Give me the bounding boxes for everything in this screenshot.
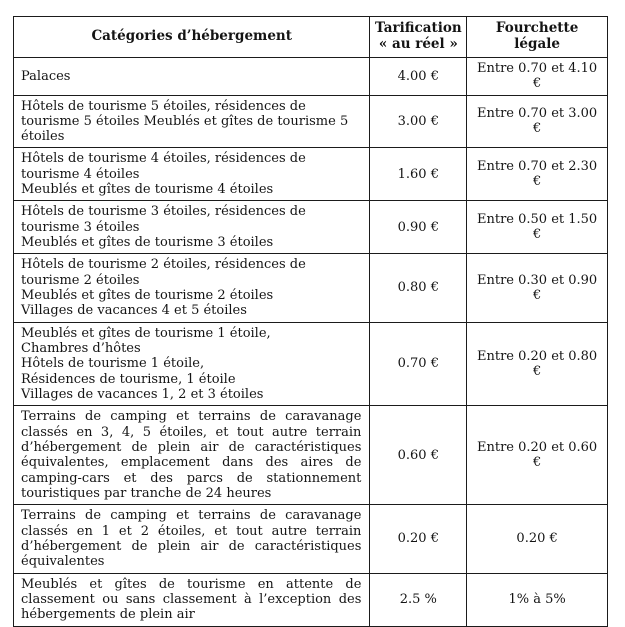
- category-cell: [14, 573, 370, 626]
- category-line: Meublés et gîtes de tourisme 1 étoile,: [21, 325, 271, 341]
- category-line: Terrains de camping et terrains de caravanage classés en 1 et 2 étoiles, et tout autre terrain d’hébergement de plein air de caractéristiques équivalentes: [21, 508, 362, 570]
- category-line: Terrains de camping et terrains de caravanage classés en 3, 4, 5 étoiles, et tout autre terrain d’hébergement de plein air de caractéristiques équivalentes, emplacement dans des aires de camping-cars et des parcs de stationnement touristiques par tranche de 24 heures: [21, 409, 362, 502]
- table-row: [14, 254, 608, 322]
- category-line: Meublés et gîtes de tourisme 3 étoiles: [21, 235, 274, 251]
- table-row: [14, 57, 608, 95]
- category-cell: [14, 505, 370, 573]
- fourchette-cell: Entre 0.20 et 0.80 €: [467, 322, 608, 406]
- table-row: [14, 148, 608, 201]
- fourchette-cell: Entre 0.50 et 1.50 €: [467, 201, 608, 254]
- table-body: [14, 57, 608, 626]
- category-line: Palaces: [21, 68, 71, 84]
- header-categories: Catégories d’hébergement: [14, 17, 370, 58]
- tarif-cell: 0.60 €: [370, 406, 467, 505]
- tarif-cell: 1.60 €: [370, 148, 467, 201]
- header-fourchette: Fourchette légale: [467, 17, 608, 58]
- tarif-cell: 3.00 €: [370, 95, 467, 148]
- category-line: Hôtels de tourisme 3 étoiles, résidences de tourisme 3 étoiles: [21, 204, 306, 235]
- category-line: Villages de vacances 1, 2 et 3 étoiles: [21, 387, 264, 403]
- fourchette-cell: Entre 0.20 et 0.60 €: [467, 406, 608, 505]
- category-cell: [14, 254, 370, 322]
- table-row: [14, 322, 608, 406]
- category-line: Villages de vacances 4 et 5 étoiles: [21, 303, 247, 319]
- category-line: Meublés et gîtes de tourisme en attente de classement ou sans classement à l’exception des hébergements de plein air: [21, 576, 362, 623]
- category-line: Résidences de tourisme, 1 étoile: [21, 371, 236, 387]
- category-line: Meublés et gîtes de tourisme 4 étoiles: [21, 182, 274, 198]
- fourchette-cell: 0.20 €: [467, 505, 608, 573]
- category-line: Hôtels de tourisme 5 étoiles, résidences de tourisme 5 étoiles Meublés et gîtes de tourisme 5 étoiles: [21, 98, 349, 145]
- tarif-cell: 0.20 €: [370, 505, 467, 573]
- tarif-cell: 0.70 €: [370, 322, 467, 406]
- category-line: Hôtels de tourisme 4 étoiles, résidences de tourisme 4 étoiles: [21, 151, 306, 182]
- tarif-cell: 0.90 €: [370, 201, 467, 254]
- category-cell: [14, 201, 370, 254]
- category-line: Hôtels de tourisme 1 étoile,: [21, 356, 205, 372]
- category-line: Hôtels de tourisme 2 étoiles, résidences de tourisme 2 étoiles: [21, 257, 306, 288]
- category-cell: [14, 322, 370, 406]
- tarif-cell: 0.80 €: [370, 254, 467, 322]
- category-cell: [14, 95, 370, 148]
- table-row: [14, 201, 608, 254]
- header-tarification-line2: « au réel »: [378, 35, 458, 52]
- fourchette-cell: Entre 0.70 et 3.00 €: [467, 95, 608, 148]
- fourchette-cell: Entre 0.70 et 2.30 €: [467, 148, 608, 201]
- category-cell: [14, 148, 370, 201]
- header-tarification: [370, 17, 467, 58]
- fourchette-cell: 1% à 5%: [467, 573, 608, 626]
- tarif-cell: 4.00 €: [370, 57, 467, 95]
- table-row: [14, 505, 608, 573]
- tarif-cell: 2.5 %: [370, 573, 467, 626]
- table-row: [14, 95, 608, 148]
- hebergement-tax-table: [13, 16, 608, 627]
- fourchette-cell: Entre 0.70 et 4.10 €: [467, 57, 608, 95]
- fourchette-cell: Entre 0.30 et 0.90 €: [467, 254, 608, 322]
- category-line: Meublés et gîtes de tourisme 2 étoiles: [21, 288, 274, 304]
- category-line: Chambres d’hôtes: [21, 341, 141, 357]
- header-row: [14, 17, 608, 58]
- table-row: [14, 406, 608, 505]
- category-cell: [14, 57, 370, 95]
- table-row: [14, 573, 608, 626]
- header-tarification-line1: Tarification: [374, 20, 462, 36]
- category-cell: [14, 406, 370, 505]
